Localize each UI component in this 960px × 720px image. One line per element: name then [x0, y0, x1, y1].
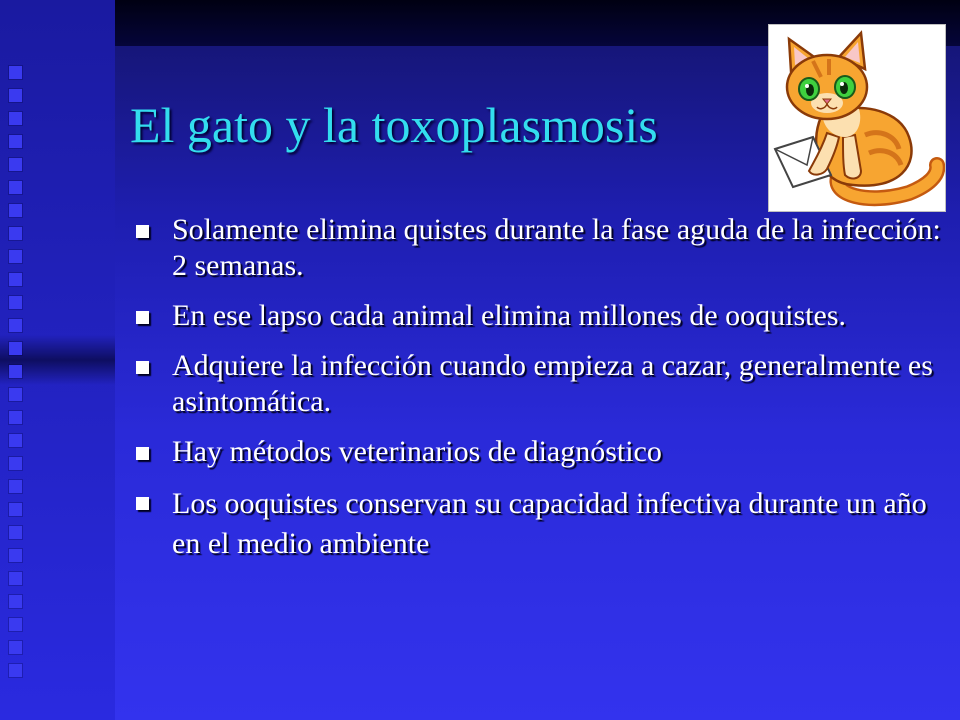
bullet-item	[132, 212, 944, 284]
decorative-square	[9, 135, 22, 148]
bullet-item	[132, 348, 944, 420]
decorative-square	[9, 572, 22, 585]
decorative-square	[9, 89, 22, 102]
bullet-text: Solamente elimina quistes durante la fase aguda de la infección: 2 semanas.	[172, 213, 941, 282]
decorative-square	[9, 66, 22, 79]
decorative-square	[9, 480, 22, 493]
bullet-list	[132, 212, 944, 578]
decorative-square	[9, 388, 22, 401]
bullet-item	[132, 484, 944, 564]
decorative-square	[9, 319, 22, 332]
decorative-square	[9, 664, 22, 677]
decorative-square	[9, 549, 22, 562]
decorative-square	[9, 227, 22, 240]
decorative-square	[9, 158, 22, 171]
decorative-square	[9, 434, 22, 447]
square-bullet-icon	[136, 497, 149, 510]
decorative-square	[9, 641, 22, 654]
square-bullet-icon	[136, 447, 149, 460]
cat-clipart-image	[768, 24, 946, 212]
square-bullet-icon	[136, 225, 149, 238]
decorative-square	[9, 411, 22, 424]
decorative-square	[9, 181, 22, 194]
decorative-square	[9, 204, 22, 217]
decorative-square	[9, 503, 22, 516]
decorative-square	[9, 457, 22, 470]
left-decorative-strip	[0, 0, 115, 720]
square-bullet-icon	[136, 361, 149, 374]
slide-title: El gato y la toxoplasmosis	[130, 97, 658, 153]
decorative-square	[9, 618, 22, 631]
decorative-square	[9, 595, 22, 608]
bullet-item	[132, 298, 944, 334]
decorative-square	[9, 112, 22, 125]
decorative-square	[9, 526, 22, 539]
decorative-square	[9, 273, 22, 286]
bullet-text: Hay métodos veterinarios de diagnóstico	[172, 435, 662, 468]
bullet-text: En ese lapso cada animal elimina millones de ooquistes.	[172, 299, 846, 332]
cat-icon	[769, 25, 945, 211]
bullet-item	[132, 434, 944, 470]
decorative-square	[9, 296, 22, 309]
decorative-square	[9, 250, 22, 263]
decorative-square	[9, 365, 22, 378]
square-bullet-icon	[136, 311, 149, 324]
bullet-text: Los ooquistes conservan su capacidad infectiva durante un año en el medio ambiente	[172, 487, 927, 560]
bullet-text: Adquiere la infección cuando empieza a cazar, generalmente es asintomática.	[172, 349, 933, 418]
decorative-square	[9, 342, 22, 355]
